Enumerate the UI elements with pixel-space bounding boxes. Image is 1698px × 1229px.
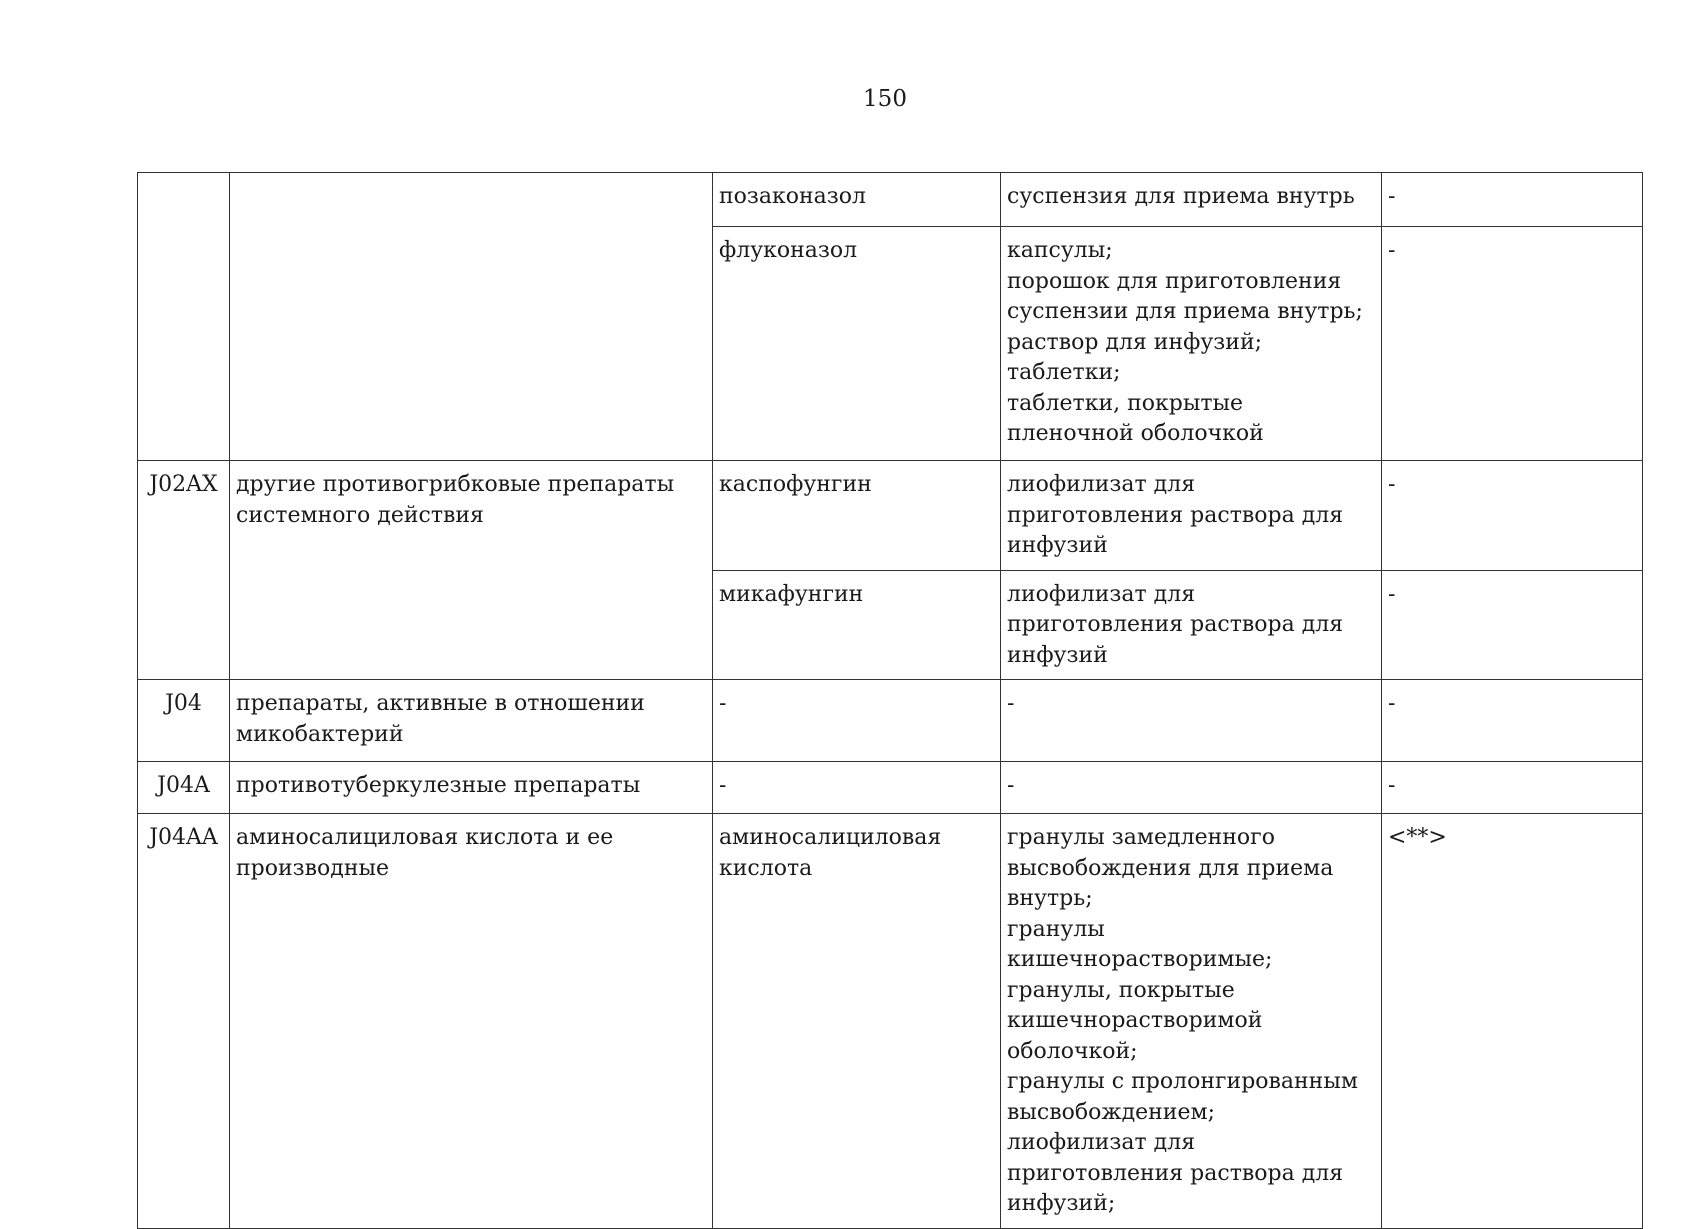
dosage-form-line: гранулы замедленного высвобождения для приема внутрь; [1007, 825, 1334, 911]
inn-cell: микафунгин [713, 570, 1001, 680]
atc-code-cell: J02AX [138, 461, 230, 680]
inn-cell: каспофунгин [713, 461, 1001, 571]
dosage-form-line: лиофилизат для приготовления раствора для инфузий [1007, 472, 1344, 558]
note-cell: - [1382, 173, 1643, 227]
table-row [138, 173, 1643, 227]
atc-code-cell [138, 173, 230, 461]
dosage-forms-cell [1001, 461, 1382, 571]
dosage-forms-cell [1001, 814, 1382, 1229]
inn-cell: позаконазол [713, 173, 1001, 227]
group-name-cell: аминосалициловая кислота и ее производные [230, 814, 713, 1229]
dosage-form-line: гранулы, покрытые кишечнорастворимой оболочкой; [1007, 977, 1263, 1064]
note-cell: <**> [1382, 814, 1643, 1229]
dosage-form-line: - [1007, 691, 1015, 716]
dosage-form-line: лиофилизат для приготовления раствора для инфузий; [1007, 1130, 1344, 1216]
page-number: 150 [863, 86, 907, 112]
drug-table-container [137, 172, 1642, 1229]
dosage-form-line: гранулы кишечнорастворимые; [1007, 916, 1273, 972]
table-row [138, 762, 1643, 814]
dosage-forms-cell [1001, 762, 1382, 814]
group-name-cell: препараты, активные в отношении микобактерий [230, 680, 713, 762]
atc-code-cell: J04A [138, 762, 230, 814]
atc-code-cell: J04AA [138, 814, 230, 1229]
note-cell: - [1382, 680, 1643, 762]
dosage-forms-cell [1001, 173, 1382, 227]
dosage-form-line: лиофилизат для приготовления раствора для инфузий [1007, 581, 1344, 668]
note-cell: - [1382, 570, 1643, 680]
dosage-form-line: капсулы; [1007, 238, 1113, 263]
table-row [138, 680, 1643, 762]
dosage-form-line: - [1007, 773, 1015, 798]
group-name-cell: противотуберкулезные препараты [230, 762, 713, 814]
dosage-form-line: суспензия для приема внутрь [1007, 184, 1355, 209]
dosage-form-line: гранулы с пролонгированным высвобождением; [1007, 1069, 1358, 1125]
group-name-cell [230, 173, 713, 461]
dosage-form-line: таблетки, покрытые пленочной оболочкой [1007, 390, 1264, 446]
dosage-forms-cell [1001, 570, 1382, 680]
dosage-forms-cell [1001, 227, 1382, 461]
inn-cell: флуконазол [713, 227, 1001, 461]
note-cell: - [1382, 227, 1643, 461]
dosage-form-line: раствор для инфузий; [1007, 329, 1263, 355]
inn-cell: аминосалициловая кислота [713, 814, 1001, 1229]
drug-table [137, 172, 1643, 1229]
group-name-cell: другие противогрибковые препараты системного действия [230, 461, 713, 680]
inn-cell: - [713, 762, 1001, 814]
note-cell: - [1382, 461, 1643, 571]
table-row [138, 814, 1643, 1229]
note-cell: - [1382, 762, 1643, 814]
table-row [138, 461, 1643, 571]
dosage-forms-cell [1001, 680, 1382, 762]
dosage-form-line: таблетки; [1007, 360, 1121, 385]
inn-cell: - [713, 680, 1001, 762]
atc-code-cell: J04 [138, 680, 230, 762]
dosage-form-line: порошок для приготовления суспензии для приема внутрь; [1007, 268, 1363, 324]
